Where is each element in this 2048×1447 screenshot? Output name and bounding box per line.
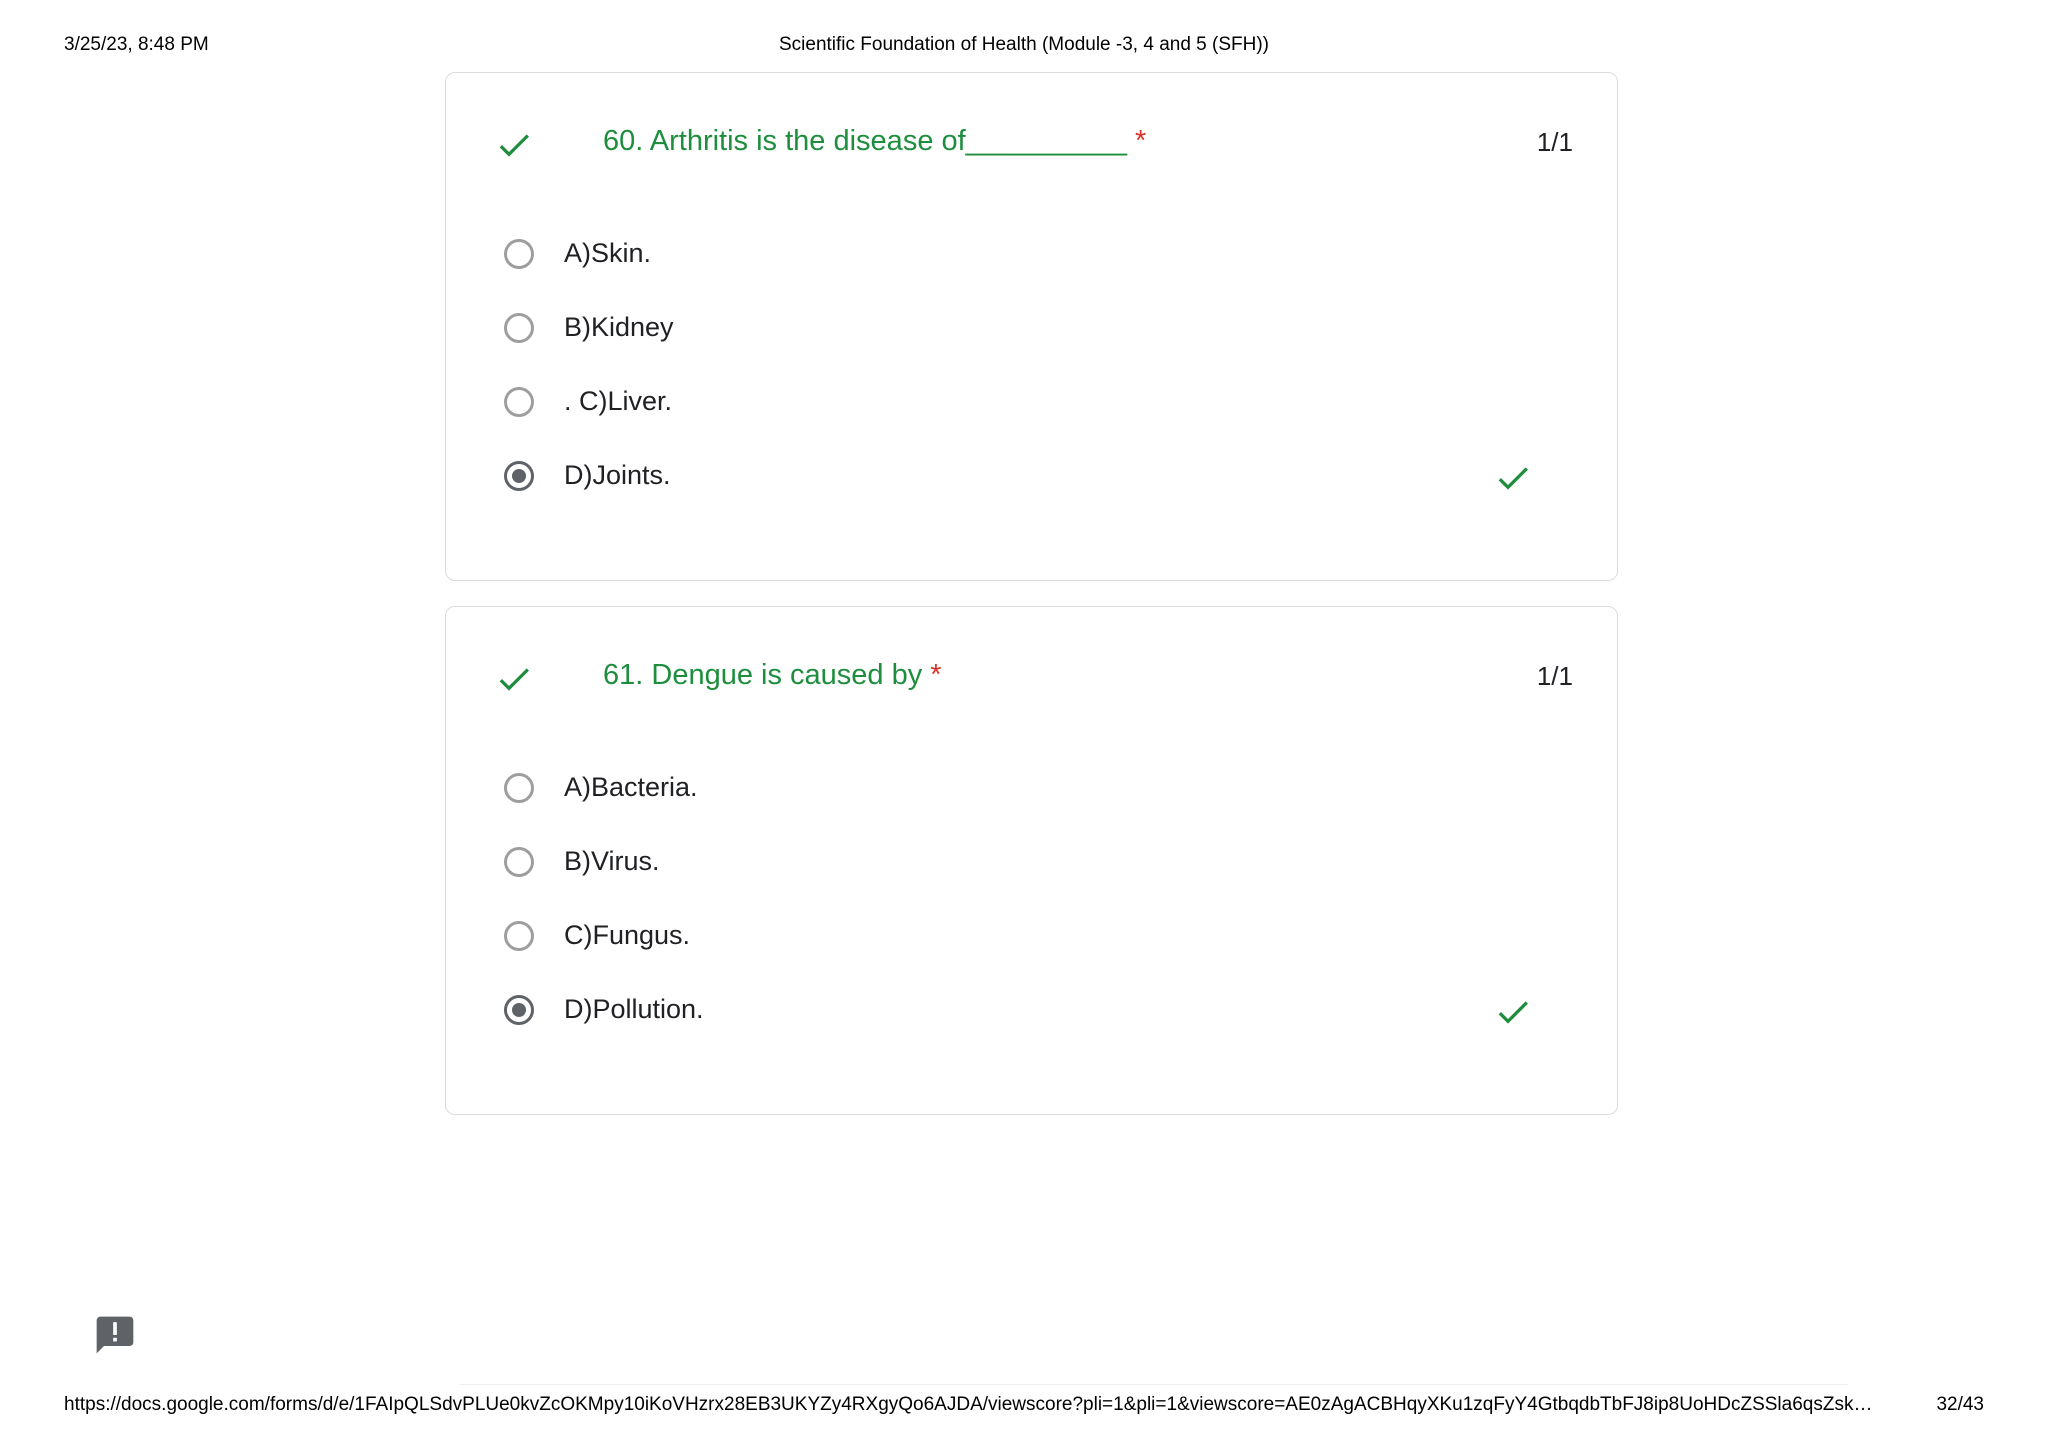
radio-button[interactable] bbox=[504, 773, 534, 803]
question-card-60 bbox=[445, 72, 1618, 581]
check-icon bbox=[494, 659, 534, 699]
print-url: https://docs.google.com/forms/d/e/1FAIpQLSdvPLUe0kvZcOKMpy10iKoVHzrx28EB3UKYZy4RXgyQo6AJDA/viewscore?pli=1&pli=1&viewscore=AE0zAgACBHqyXKu1zqFyY4GtbqdbTbFJ8ip8UoHDcZSSla6qsZsk… bbox=[64, 1394, 1873, 1415]
question-text: 60. Arthritis is the disease of__________ bbox=[603, 125, 1127, 157]
option-d[interactable] bbox=[504, 448, 1573, 508]
check-icon bbox=[1493, 458, 1533, 498]
option-label: . C)Liver. bbox=[564, 386, 673, 416]
option-c[interactable] bbox=[504, 908, 1573, 968]
print-header bbox=[64, 34, 1984, 62]
option-d[interactable] bbox=[504, 982, 1573, 1042]
question-card-61 bbox=[445, 606, 1618, 1115]
option-label: C)Fungus. bbox=[564, 920, 691, 950]
check-icon bbox=[494, 125, 534, 165]
option-b[interactable] bbox=[504, 834, 1573, 894]
option-a[interactable] bbox=[504, 226, 1573, 286]
print-datetime: 3/25/23, 8:48 PM bbox=[64, 34, 209, 55]
radio-button-selected[interactable] bbox=[504, 995, 534, 1025]
radio-button[interactable] bbox=[504, 387, 534, 417]
option-a[interactable] bbox=[504, 760, 1573, 820]
radio-button[interactable] bbox=[504, 313, 534, 343]
option-b[interactable] bbox=[504, 300, 1573, 360]
question-text: 61. Dengue is caused by bbox=[603, 659, 923, 691]
print-footer bbox=[64, 1394, 1984, 1422]
radio-button[interactable] bbox=[504, 239, 534, 269]
option-label: B)Virus. bbox=[564, 846, 660, 876]
option-label: D)Pollution. bbox=[564, 994, 704, 1024]
option-label: A)Bacteria. bbox=[564, 772, 698, 802]
option-c[interactable] bbox=[504, 374, 1573, 434]
option-label: A)Skin. bbox=[564, 238, 652, 268]
report-problem-icon[interactable] bbox=[93, 1313, 137, 1357]
question-header bbox=[494, 113, 1573, 173]
footer-divider bbox=[460, 1384, 1848, 1385]
required-asterisk: * bbox=[930, 659, 942, 691]
radio-button[interactable] bbox=[504, 921, 534, 951]
question-points: 1/1 bbox=[1536, 661, 1573, 691]
check-icon bbox=[1493, 992, 1533, 1032]
option-label: B)Kidney bbox=[564, 312, 674, 342]
question-points: 1/1 bbox=[1536, 127, 1573, 157]
radio-button[interactable] bbox=[504, 847, 534, 877]
question-title bbox=[603, 659, 942, 692]
option-label: D)Joints. bbox=[564, 460, 671, 490]
radio-button-selected[interactable] bbox=[504, 461, 534, 491]
print-title: Scientific Foundation of Health (Module -3, 4 and 5 (SFH)) bbox=[778, 34, 1269, 55]
required-asterisk: * bbox=[1134, 125, 1147, 157]
question-title bbox=[603, 125, 1146, 158]
page-number: 32/43 bbox=[1936, 1394, 1984, 1415]
question-header bbox=[494, 647, 1573, 707]
